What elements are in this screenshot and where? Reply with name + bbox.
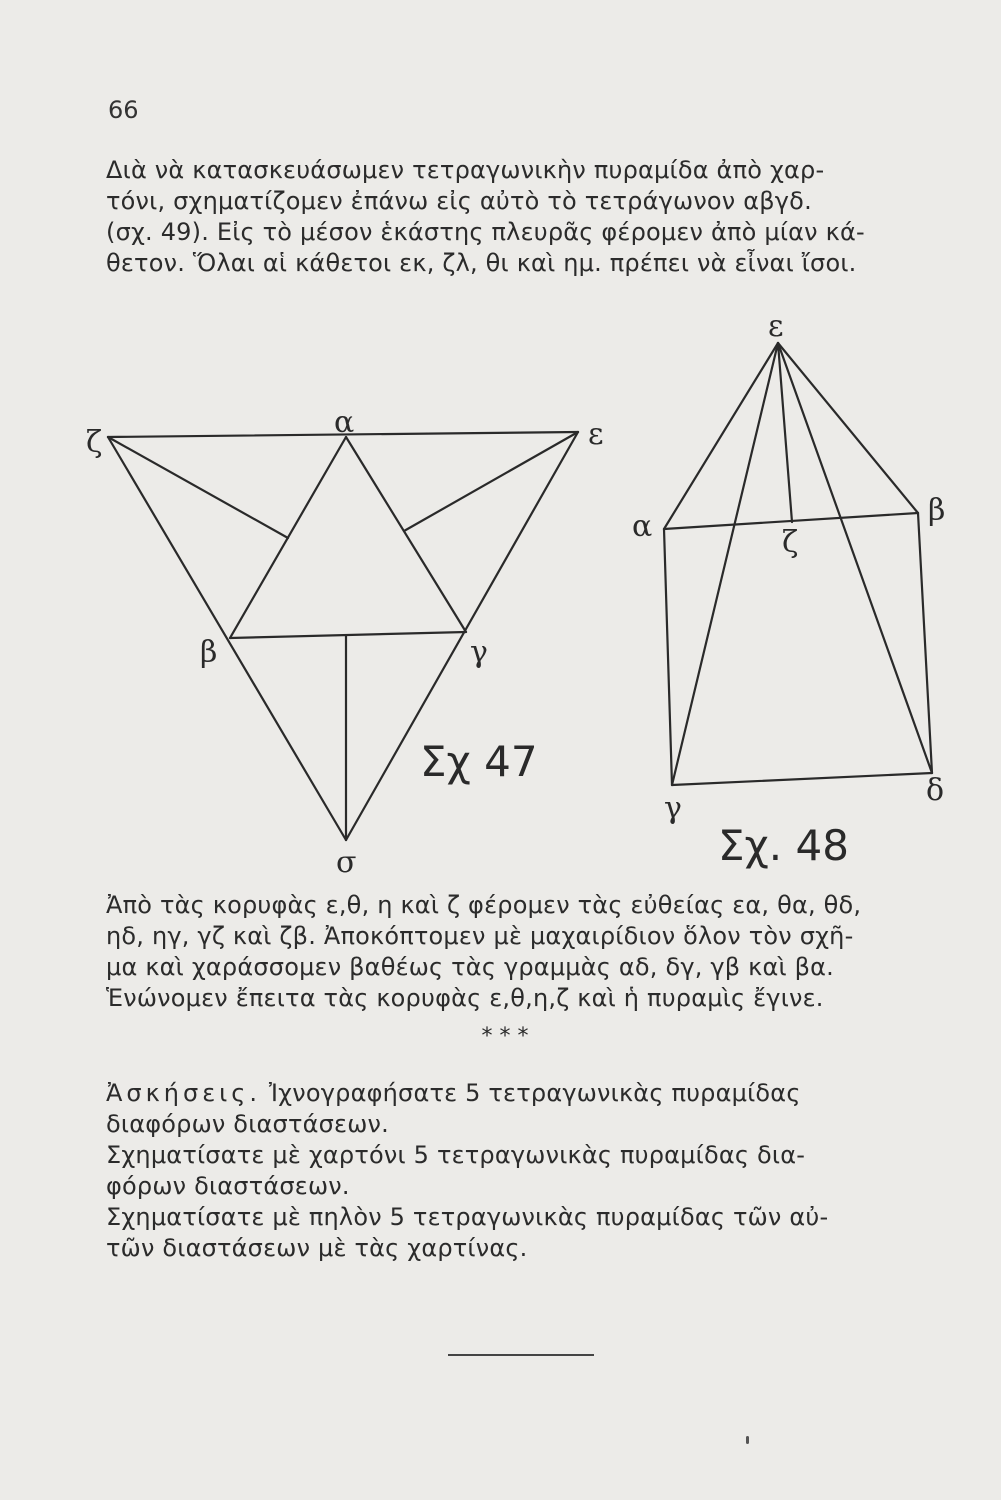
- fig48-label-epsilon: ε: [768, 309, 784, 344]
- page-speck: [746, 1436, 749, 1444]
- exercises-line-text: Ἰχνογραφήσατε 5 τετραγωνικὰς πυραμίδας: [268, 1079, 801, 1107]
- instructions-line: Ἀπὸ τὰς κορυφὰς ε,θ, η καὶ ζ φέρομεν τὰς εὐθείας εα, θα, θδ,: [106, 891, 862, 919]
- intro-line: τόνι, σχηματίζομεν ἐπάνω εἰς αὐτὸ τὸ τετράγωνον αβγδ.: [106, 187, 812, 215]
- exercises-line: φόρων διαστάσεων.: [106, 1172, 350, 1200]
- instructions-line: ηδ, ηγ, γζ καὶ ζβ. Ἀποκόπτομεν μὲ μαχαιρίδιον ὅλον τὸν σχῆ-: [106, 922, 854, 950]
- fig47-perp-left: [108, 437, 288, 538]
- figure-48: [664, 343, 932, 785]
- instructions-line: μα καὶ χαράσσομεν βαθέως τὰς γραμμὰς αδ, δγ, γβ καὶ βα.: [106, 953, 835, 981]
- exercises-line: Σχηματίσατε μὲ χαρτόνι 5 τετραγωνικὰς πυραμίδας δια-: [106, 1141, 806, 1169]
- fig48-left-edge: [664, 529, 672, 785]
- exercises-first-line: [106, 1078, 946, 1109]
- fig47-perp-right: [404, 432, 578, 531]
- exercises-heading: Ἀσκήσεις.: [106, 1079, 262, 1107]
- fig48-label-alpha: α: [632, 509, 653, 544]
- fig48-slant-to-gamma: [672, 343, 778, 785]
- fig48-label-delta: δ: [926, 773, 945, 808]
- fig48-caption: Σχ. 48: [718, 821, 849, 870]
- fig47-inner-right: [346, 437, 466, 632]
- fig47-label-epsilon: ε: [588, 417, 604, 452]
- exercises-line: Σχηματίσατε μὲ πηλὸν 5 τετραγωνικὰς πυραμίδας τῶν αὐ-: [106, 1203, 829, 1231]
- instructions-line: Ἑνώνομεν ἔπειτα τὰς κορυφὰς ε,θ,η,ζ καὶ ἡ πυραμὶς ἔγινε.: [106, 984, 824, 1012]
- fig48-right-edge: [918, 513, 932, 773]
- fig48-slant-left: [664, 343, 778, 529]
- fig48-slant-right: [778, 343, 918, 513]
- fig48-label-gamma: γ: [664, 791, 682, 826]
- fig48-label-beta: β: [928, 493, 946, 528]
- end-rule: [448, 1354, 594, 1356]
- intro-line: (σχ. 49). Εἰς τὸ μέσον ἑκάστης πλευρᾶς φέρομεν ἀπὸ μίαν κά-: [106, 218, 865, 246]
- exercises-section: [106, 1078, 946, 1264]
- fig48-height: [778, 343, 792, 522]
- instructions-paragraph: [106, 890, 946, 1014]
- fig47-label-beta: β: [200, 635, 218, 670]
- fig47-label-sigma: σ: [336, 845, 357, 880]
- page-number: 66: [108, 96, 139, 124]
- fig47-label-gamma: γ: [470, 635, 488, 670]
- exercises-line: τῶν διαστάσεων μὲ τὰς χαρτίνας.: [106, 1234, 528, 1262]
- fig47-label-zeta: ζ: [86, 425, 103, 460]
- fig48-bottom-edge: [672, 773, 932, 785]
- asterism: * * *: [481, 1024, 529, 1049]
- fig48-slant-to-delta: [778, 343, 932, 773]
- exercises-line: διαφόρων διαστάσεων.: [106, 1110, 389, 1138]
- intro-line: Διὰ νὰ κατασκευάσωμεν τετραγωνικὴν πυραμίδα ἀπὸ χαρ-: [106, 156, 825, 184]
- fig47-inner-base: [230, 632, 466, 638]
- fig47-caption: Σχ 47: [420, 737, 538, 786]
- fig48-label-zeta: ζ: [782, 525, 799, 560]
- fig47-label-alpha: α: [334, 405, 355, 440]
- intro-line: θετον. Ὅλαι αἱ κάθετοι εκ, ζλ, θι καὶ ημ. πρέπει νὰ εἶναι ἴσοι.: [106, 249, 857, 277]
